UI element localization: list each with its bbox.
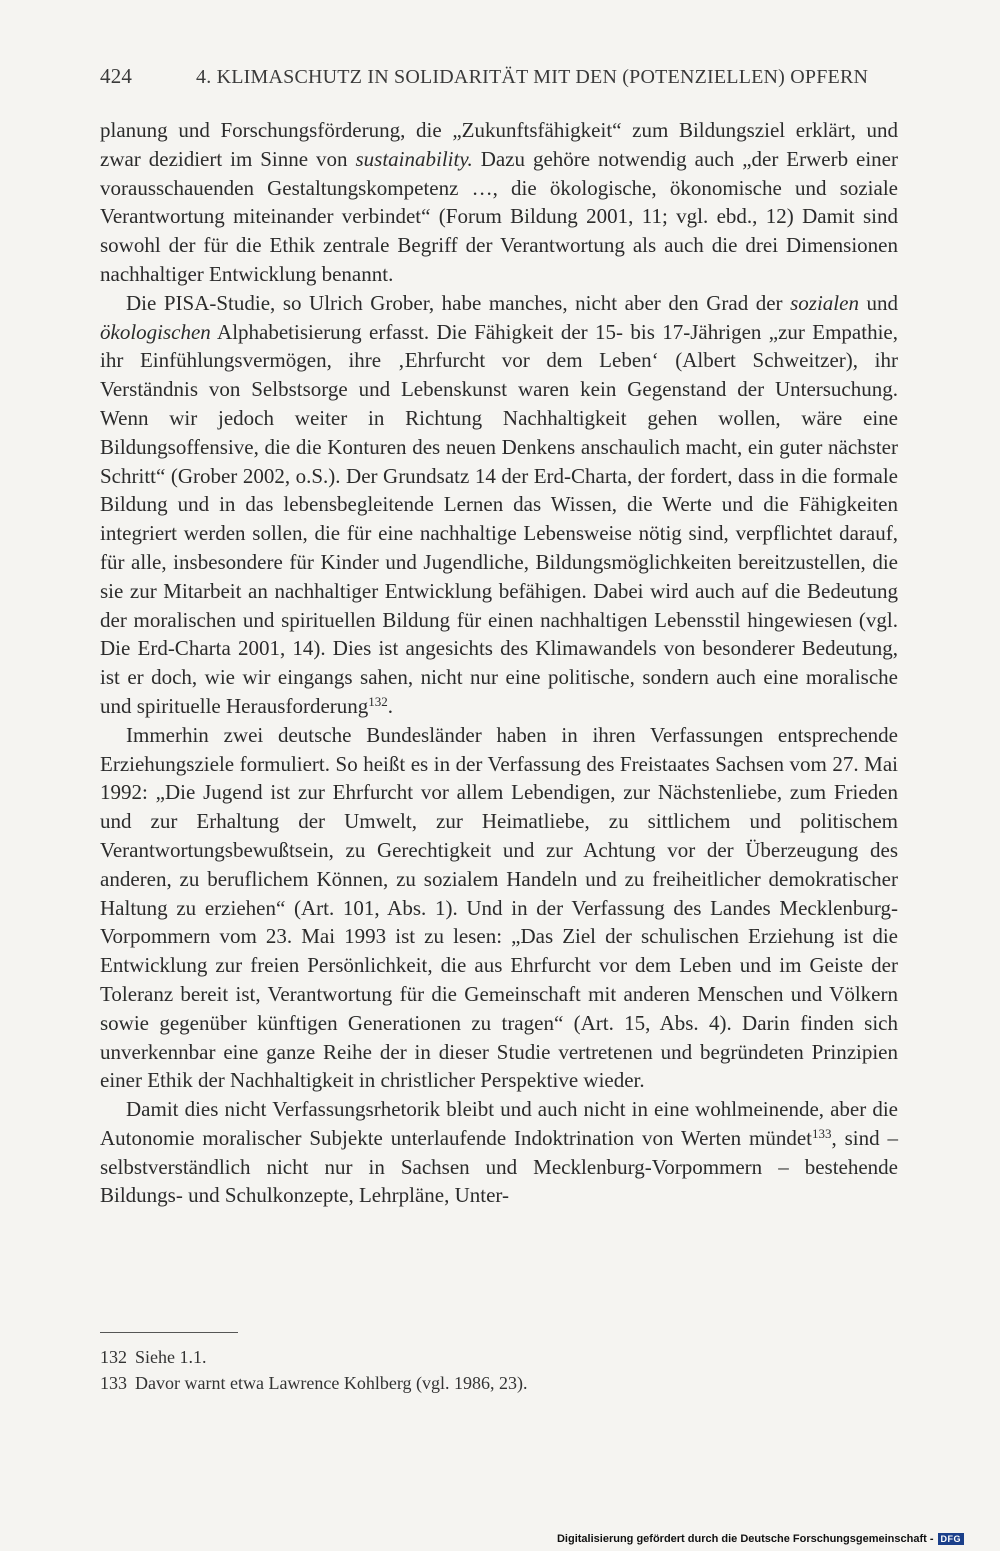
page-number: 424 <box>100 64 133 88</box>
text-run: Alphabetisierung erfasst. Die Fähigkeit der 15- bis 17-Jährigen „zur Empathie, ihr Einfühlungsvermögen, ihre ‚Ehrfurcht vor dem Leben‘ (Albert Schweitzer), ihr Verständnis von Selbstsorge und Lebenskunst waren kein Gegenstand der Untersuchung. Wenn wir jedoch weiter in Richtung Nachhaltigkeit gehen wollen, wäre eine Bildungsoffensive, die die Konturen des neuen Denkens anschaulich macht, ein guter nächster Schritt“ (Grober 2002, o.S.). Der Grundsatz 14 der Erd-Charta, der fordert, dass in die formale Bildung und in das lebensbegleitende Lernen das Wissen, die Werte und die Fähigkeiten integriert werden sollen, die für eine nachhaltige Lebensweise nötig sind, verpflichtet darauf, für alle, insbesondere für Kinder und Jugendliche, Bildungsmöglichkeiten bereitzustellen, die sie zur Mitarbeit an nachhaltiger Entwicklung befähigen. Dabei wird auch auf die Bedeutung der moralischen und spirituellen Bildung für einen nachhaltigen Lebensstil hingewiesen (vgl. Die Erd-Charta 2001, 14). Dies ist angesichts des Klimawandels von besonderer Bedeutung, ist er doch, wie wir eingangs sahen, nicht nur eine politische, sondern auch eine moralische und spirituelle Herausforderung <box>100 319 898 718</box>
text-run: Die PISA-Studie, so Ulrich Grober, habe manches, nicht aber den Grad der <box>126 290 791 315</box>
footnote-number: 133 <box>100 1373 127 1393</box>
paragraph-1 <box>100 116 898 289</box>
text-run: Dazu gehöre notwendig auch „der Erwerb einer vorausschauenden Gestaltungskompetenz …, die ökologische, ökonomische und soziale Verantwortung miteinander verbindet“ (Forum Bildung 2001, 11; vgl. ebd., 12) Damit sind sowohl der für die Ethik zentrale Begriff der Verantwortung als auch die drei Dimensionen nachhaltiger Entwicklung benannt. <box>100 146 898 286</box>
italic-term: ökologischen <box>100 319 211 344</box>
text-run: , sind – selbstverständlich nicht nur in Sachsen und Mecklenburg-Vorpommern – bestehende Bildungs- und Schulkonzepte, Lehrpläne, Unter- <box>100 1125 898 1208</box>
text-run: Immerhin zwei deutsche Bundesländer haben in ihren Verfassungen entsprechende Erziehungsziele formuliert. So heißt es in der Verfassung des Freistaates Sachsen vom 27. Mai 1992: „Die Jugend ist zur Ehrfurcht vor allem Lebendigen, zur Nächstenliebe, zum Frieden und zur Erhaltung der Umwelt, zur Heimatliebe, zu sittlichem und politischem Verantwortungsbewußtsein, zu Gerechtigkeit und zur Achtung vor der Überzeugung des anderen, zu beruflichem Können, zu sozialem Handeln und zu freiheitlicher demokratischer Haltung zu erziehen“ (Art. 101, Abs. 1). Und in der Verfassung des Landes Mecklenburg-Vorpommern vom 23. Mai 1993 ist zu lesen: „Das Ziel der schulischen Erziehung ist die Entwicklung zur freien Persönlichkeit, die aus Ehrfurcht vor dem Leben und im Geiste der Toleranz bereit ist, Verantwortung für die Gemeinschaft mit anderen Menschen und Völkern sowie gegenüber künftigen Generationen zu tragen“ (Art. 15, Abs. 4). Darin finden sich unverkennbar eine ganze Reihe der in dieser Studie vertretenen und begründeten Prinzipien einer Ethik der Nachhaltigkeit in christlicher Perspektive wieder. <box>100 722 898 1093</box>
footnote-ref: 132 <box>368 693 388 709</box>
running-head: 4. KLIMASCHUTZ IN SOLIDARITÄT MIT DEN (POTENZIELLEN) OPFERN <box>196 66 869 88</box>
italic-term: sozialen <box>790 290 859 315</box>
italic-term: sustainability. <box>355 146 473 171</box>
credit-text: Digitalisierung gefördert durch die Deutsche Forschungsgemeinschaft - <box>556 1533 934 1545</box>
footnote-132 <box>100 1344 900 1370</box>
paragraph-2 <box>100 289 898 721</box>
footnote-text: Davor warnt etwa Lawrence Kohlberg (vgl. 1986, 23). <box>135 1373 528 1393</box>
text-run: . <box>387 693 394 718</box>
text-run: Damit dies nicht Verfassungsrhetorik bleibt und auch nicht in eine wohlmeinende, aber die Autonomie moralischer Subjekte unterlaufende Indoktrination von Werten mündet <box>100 1097 898 1150</box>
page-header <box>100 64 900 89</box>
footnote-133 <box>100 1370 900 1396</box>
paragraph-3 <box>100 721 898 1095</box>
footnote-number: 132 <box>100 1347 127 1367</box>
footnote-text: Siehe 1.1. <box>135 1347 207 1367</box>
footnote-divider <box>100 1332 238 1333</box>
body-text <box>100 116 898 1210</box>
paragraph-4 <box>100 1095 898 1210</box>
footnote-ref: 133 <box>812 1125 832 1141</box>
text-run: planung und Forschungsförderung, die „Zukunftsfähigkeit“ zum Bildungsziel erklärt, und zwar dezidiert im Sinne von <box>100 118 898 171</box>
dfg-logo: DFG <box>938 1533 965 1545</box>
digitization-credit <box>557 1533 964 1545</box>
footnotes <box>100 1344 900 1396</box>
text-run: und <box>858 290 898 315</box>
